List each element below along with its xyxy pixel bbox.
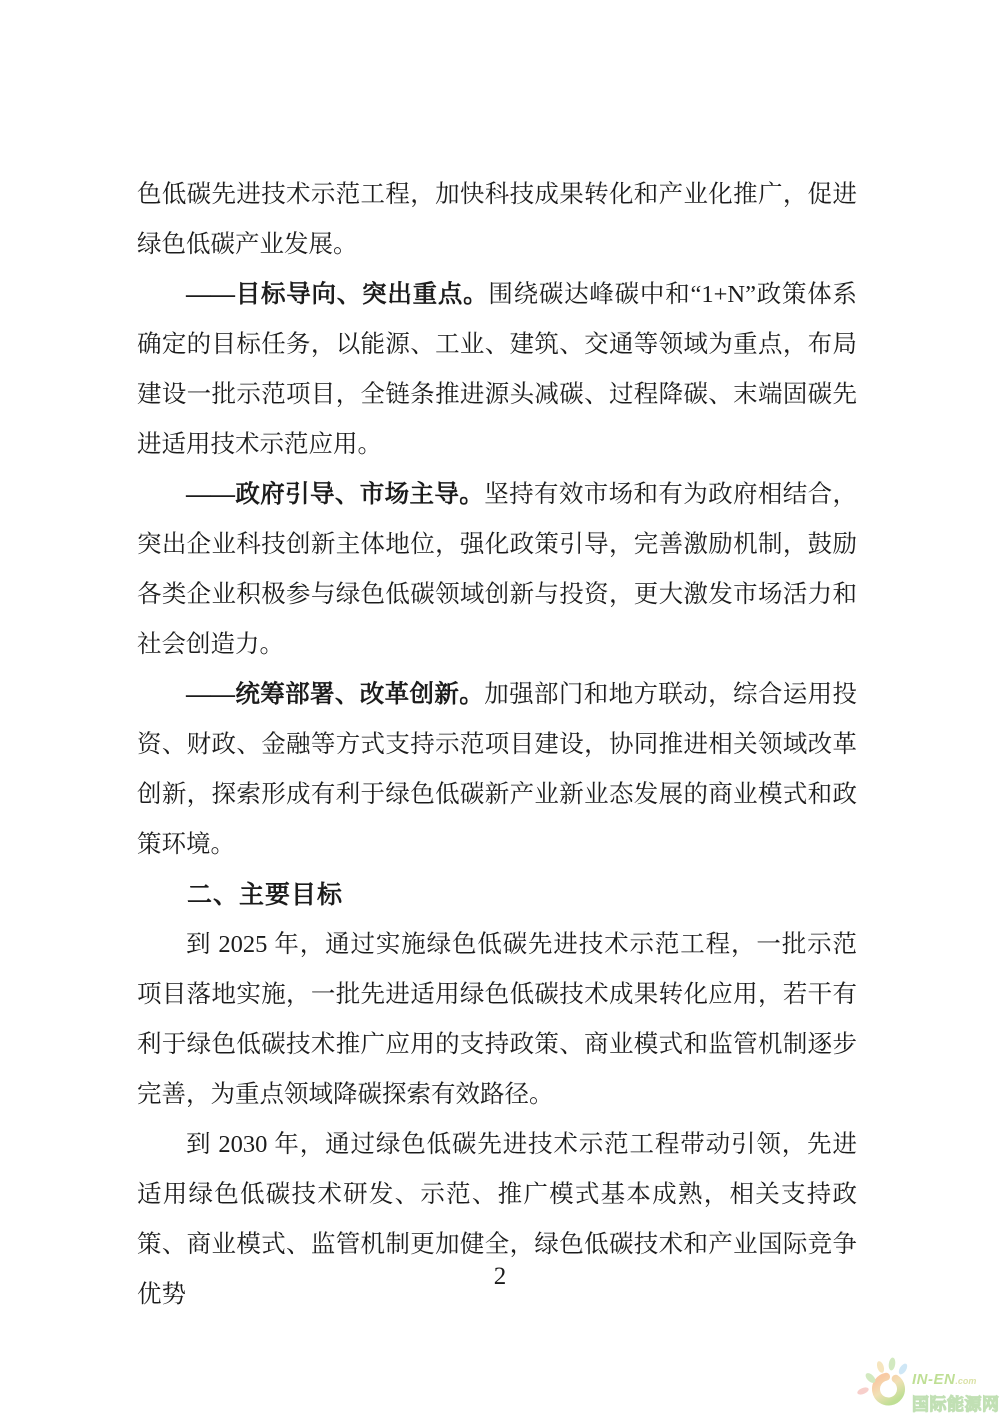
watermark-brand-line <box>912 1371 1000 1389</box>
page-number: 2 <box>493 1263 507 1290</box>
paragraph-text: 到 2025 年，通过实施绿色低碳先进技术示范工程，一批示范项目落地实施，一批先进适用绿色低碳技术成果转化应用，若干有利于绿色低碳技术推广应用的支持政策、商业模式和监管机制逐步完善，为重点领域降碳探索有效路径。 <box>137 931 857 1108</box>
watermark-brand-suffix: .com <box>955 1376 977 1386</box>
paragraph <box>137 470 857 670</box>
paragraph <box>137 920 857 1120</box>
paragraph-text: 加强部门和地方联动，综合运用投资、财政、金融等方式支持示范项目建设，协同推进相关领域改革创新，探索形成有利于绿色低碳新产业新业态发展的商业模式和政策环境。 <box>137 681 858 858</box>
paragraph-text: 到 2030 年，通过绿色低碳先进技术示范工程带动引领，先进适用绿色低碳技术研发、示范、推广模式基本成熟，相关支持政策、商业模式、监管机制更加健全，绿色低碳技术和产业国际竞争优势 <box>137 1131 857 1308</box>
paragraph <box>137 270 857 470</box>
document-body <box>137 170 857 1320</box>
watermark-text <box>912 1371 1000 1414</box>
paragraph-text: 坚持有效市场和有为政府相结合，突出企业科技创新主体地位，强化政策引导，完善激励机制，鼓励各类企业积极参与绿色低碳领域创新与投资，更大激发市场活力和社会创造力。 <box>137 481 858 658</box>
watermark-brand: IN-EN <box>912 1371 956 1388</box>
paragraph-lead: ——统筹部署、改革创新。 <box>186 681 485 708</box>
in-en-watermark <box>855 1353 1000 1414</box>
paragraph-text: 色低碳先进技术示范工程，加快科技成果转化和产业化推广，促进绿色低碳产业发展。 <box>137 181 857 258</box>
watermark-brand-cn: 国际能源网 <box>912 1395 1000 1414</box>
paragraph-lead: ——目标导向、突出重点。 <box>186 281 489 308</box>
section-heading: 二、主要目标 <box>187 881 344 909</box>
paragraph <box>137 670 857 870</box>
paragraph-text: 围绕碳达峰碳中和“1+N”政策体系确定的目标任务，以能源、工业、建筑、交通等领域为重点，布局建设一批示范项目，全链条推进源头减碳、过程降碳、末端固碳先进适用技术示范应用。 <box>137 281 858 458</box>
paragraph-lead: ——政府引导、市场主导。 <box>186 481 485 508</box>
paragraph <box>137 170 857 270</box>
